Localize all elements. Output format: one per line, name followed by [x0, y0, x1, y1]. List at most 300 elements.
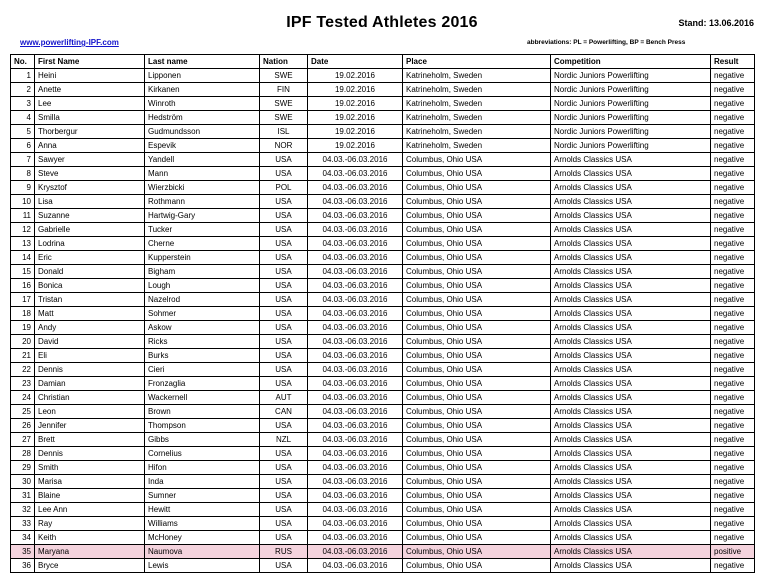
cell-first-name: Christian	[35, 391, 145, 405]
cell-result: negative	[711, 279, 755, 293]
table-row	[11, 447, 755, 461]
table-row	[11, 349, 755, 363]
cell-nation: ISL	[260, 125, 308, 139]
cell-first-name: Keith	[35, 531, 145, 545]
cell-no: 4	[11, 111, 35, 125]
cell-nation: CAN	[260, 405, 308, 419]
cell-nation: USA	[260, 419, 308, 433]
table-row	[11, 209, 755, 223]
table-row	[11, 559, 755, 573]
cell-last-name: Yandell	[145, 153, 260, 167]
cell-date: 04.03.-06.03.2016	[308, 265, 403, 279]
cell-first-name: Jennifer	[35, 419, 145, 433]
cell-nation: USA	[260, 461, 308, 475]
cell-nation: NZL	[260, 433, 308, 447]
cell-no: 11	[11, 209, 35, 223]
table-row	[11, 237, 755, 251]
cell-date: 04.03.-06.03.2016	[308, 293, 403, 307]
cell-result: negative	[711, 391, 755, 405]
cell-no: 25	[11, 405, 35, 419]
cell-date: 04.03.-06.03.2016	[308, 559, 403, 573]
table-row	[11, 307, 755, 321]
cell-result: negative	[711, 251, 755, 265]
cell-no: 28	[11, 447, 35, 461]
cell-place: Columbus, Ohio USA	[403, 475, 551, 489]
cell-date: 04.03.-06.03.2016	[308, 321, 403, 335]
cell-place: Columbus, Ohio USA	[403, 307, 551, 321]
cell-competition: Nordic Juniors Powerlifting	[551, 139, 711, 153]
cell-date: 04.03.-06.03.2016	[308, 153, 403, 167]
cell-nation: USA	[260, 223, 308, 237]
cell-place: Columbus, Ohio USA	[403, 223, 551, 237]
table-row	[11, 111, 755, 125]
cell-place: Katrineholm, Sweden	[403, 111, 551, 125]
cell-nation: USA	[260, 447, 308, 461]
cell-date: 19.02.2016	[308, 97, 403, 111]
table-row	[11, 321, 755, 335]
cell-nation: USA	[260, 349, 308, 363]
cell-place: Katrineholm, Sweden	[403, 69, 551, 83]
cell-place: Columbus, Ohio USA	[403, 153, 551, 167]
athletes-table	[10, 54, 755, 573]
cell-date: 04.03.-06.03.2016	[308, 223, 403, 237]
cell-place: Columbus, Ohio USA	[403, 167, 551, 181]
cell-no: 3	[11, 97, 35, 111]
cell-place: Columbus, Ohio USA	[403, 321, 551, 335]
table-header-row	[11, 55, 755, 69]
table-row	[11, 335, 755, 349]
cell-place: Columbus, Ohio USA	[403, 181, 551, 195]
cell-competition: Nordic Juniors Powerlifting	[551, 83, 711, 97]
cell-last-name: Sohmer	[145, 307, 260, 321]
cell-date: 04.03.-06.03.2016	[308, 251, 403, 265]
table-row	[11, 489, 755, 503]
cell-last-name: Wierzbicki	[145, 181, 260, 195]
table-row	[11, 251, 755, 265]
cell-last-name: Brown	[145, 405, 260, 419]
cell-nation: USA	[260, 321, 308, 335]
cell-last-name: Bigham	[145, 265, 260, 279]
cell-nation: USA	[260, 531, 308, 545]
cell-last-name: Gudmundsson	[145, 125, 260, 139]
cell-competition: Arnolds Classics USA	[551, 349, 711, 363]
cell-place: Columbus, Ohio USA	[403, 279, 551, 293]
column-header-first-name: First Name	[35, 55, 145, 69]
table-row	[11, 153, 755, 167]
cell-first-name: Leon	[35, 405, 145, 419]
table-row	[11, 125, 755, 139]
cell-nation: SWE	[260, 111, 308, 125]
cell-date: 04.03.-06.03.2016	[308, 517, 403, 531]
cell-date: 04.03.-06.03.2016	[308, 349, 403, 363]
cell-first-name: Anette	[35, 83, 145, 97]
cell-nation: RUS	[260, 545, 308, 559]
table-row	[11, 293, 755, 307]
cell-nation: USA	[260, 265, 308, 279]
cell-result: negative	[711, 181, 755, 195]
cell-nation: USA	[260, 167, 308, 181]
cell-date: 04.03.-06.03.2016	[308, 475, 403, 489]
cell-competition: Arnolds Classics USA	[551, 335, 711, 349]
cell-date: 19.02.2016	[308, 69, 403, 83]
cell-result: negative	[711, 531, 755, 545]
cell-last-name: Mann	[145, 167, 260, 181]
table-row	[11, 503, 755, 517]
table-row	[11, 433, 755, 447]
cell-nation: USA	[260, 335, 308, 349]
cell-first-name: Brett	[35, 433, 145, 447]
cell-result: negative	[711, 265, 755, 279]
cell-last-name: Cherne	[145, 237, 260, 251]
cell-result: negative	[711, 167, 755, 181]
abbreviations-note: abbreviations: PL = Powerlifting, BP = Bench Press	[527, 39, 686, 46]
table-row	[11, 83, 755, 97]
cell-result: negative	[711, 461, 755, 475]
cell-place: Columbus, Ohio USA	[403, 503, 551, 517]
cell-first-name: Lodrina	[35, 237, 145, 251]
cell-competition: Arnolds Classics USA	[551, 153, 711, 167]
cell-place: Columbus, Ohio USA	[403, 517, 551, 531]
cell-result: negative	[711, 335, 755, 349]
cell-place: Columbus, Ohio USA	[403, 349, 551, 363]
cell-competition: Arnolds Classics USA	[551, 489, 711, 503]
cell-date: 04.03.-06.03.2016	[308, 237, 403, 251]
table-row	[11, 419, 755, 433]
cell-nation: AUT	[260, 391, 308, 405]
cell-competition: Arnolds Classics USA	[551, 279, 711, 293]
cell-competition: Arnolds Classics USA	[551, 223, 711, 237]
cell-last-name: Kupperstein	[145, 251, 260, 265]
cell-place: Columbus, Ohio USA	[403, 559, 551, 573]
cell-last-name: Cieri	[145, 363, 260, 377]
cell-competition: Arnolds Classics USA	[551, 503, 711, 517]
cell-competition: Arnolds Classics USA	[551, 405, 711, 419]
cell-last-name: Lipponen	[145, 69, 260, 83]
cell-last-name: Winroth	[145, 97, 260, 111]
table-row	[11, 377, 755, 391]
cell-date: 04.03.-06.03.2016	[308, 531, 403, 545]
column-header-date: Date	[308, 55, 403, 69]
table-row	[11, 279, 755, 293]
cell-no: 9	[11, 181, 35, 195]
cell-date: 04.03.-06.03.2016	[308, 363, 403, 377]
cell-no: 34	[11, 531, 35, 545]
cell-result: negative	[711, 321, 755, 335]
cell-no: 13	[11, 237, 35, 251]
cell-result: negative	[711, 517, 755, 531]
cell-competition: Arnolds Classics USA	[551, 181, 711, 195]
cell-competition: Arnolds Classics USA	[551, 209, 711, 223]
cell-date: 04.03.-06.03.2016	[308, 391, 403, 405]
cell-place: Columbus, Ohio USA	[403, 419, 551, 433]
cell-date: 04.03.-06.03.2016	[308, 209, 403, 223]
cell-place: Columbus, Ohio USA	[403, 489, 551, 503]
cell-nation: USA	[260, 363, 308, 377]
cell-date: 19.02.2016	[308, 139, 403, 153]
cell-result: negative	[711, 503, 755, 517]
cell-nation: USA	[260, 489, 308, 503]
cell-result: negative	[711, 405, 755, 419]
cell-first-name: Eli	[35, 349, 145, 363]
cell-first-name: Donald	[35, 265, 145, 279]
cell-no: 6	[11, 139, 35, 153]
cell-date: 19.02.2016	[308, 83, 403, 97]
cell-last-name: Cornelius	[145, 447, 260, 461]
cell-competition: Arnolds Classics USA	[551, 447, 711, 461]
cell-competition: Nordic Juniors Powerlifting	[551, 125, 711, 139]
cell-no: 21	[11, 349, 35, 363]
cell-first-name: Tristan	[35, 293, 145, 307]
cell-last-name: Nazelrod	[145, 293, 260, 307]
cell-last-name: Wackernell	[145, 391, 260, 405]
cell-no: 8	[11, 167, 35, 181]
cell-last-name: Burks	[145, 349, 260, 363]
stand-date: Stand: 13.06.2016	[678, 18, 754, 28]
column-header-competition: Competition	[551, 55, 711, 69]
cell-date: 04.03.-06.03.2016	[308, 545, 403, 559]
cell-place: Columbus, Ohio USA	[403, 531, 551, 545]
cell-competition: Arnolds Classics USA	[551, 559, 711, 573]
cell-nation: POL	[260, 181, 308, 195]
cell-no: 26	[11, 419, 35, 433]
cell-first-name: Bryce	[35, 559, 145, 573]
cell-last-name: Fronzaglia	[145, 377, 260, 391]
page-title: IPF Tested Athletes 2016	[286, 14, 478, 31]
cell-competition: Arnolds Classics USA	[551, 195, 711, 209]
cell-nation: USA	[260, 237, 308, 251]
cell-place: Columbus, Ohio USA	[403, 461, 551, 475]
cell-result: negative	[711, 153, 755, 167]
cell-result: negative	[711, 195, 755, 209]
cell-place: Columbus, Ohio USA	[403, 377, 551, 391]
cell-first-name: Lisa	[35, 195, 145, 209]
cell-first-name: David	[35, 335, 145, 349]
cell-no: 24	[11, 391, 35, 405]
cell-competition: Arnolds Classics USA	[551, 517, 711, 531]
table-row	[11, 391, 755, 405]
cell-result: negative	[711, 447, 755, 461]
cell-place: Katrineholm, Sweden	[403, 139, 551, 153]
cell-first-name: Sawyer	[35, 153, 145, 167]
cell-place: Columbus, Ohio USA	[403, 195, 551, 209]
cell-nation: SWE	[260, 69, 308, 83]
cell-nation: SWE	[260, 97, 308, 111]
cell-competition: Nordic Juniors Powerlifting	[551, 69, 711, 83]
cell-no: 1	[11, 69, 35, 83]
cell-last-name: Ricks	[145, 335, 260, 349]
cell-no: 2	[11, 83, 35, 97]
cell-competition: Arnolds Classics USA	[551, 433, 711, 447]
cell-last-name: Hifon	[145, 461, 260, 475]
cell-no: 30	[11, 475, 35, 489]
cell-place: Katrineholm, Sweden	[403, 125, 551, 139]
cell-first-name: Bonica	[35, 279, 145, 293]
cell-date: 04.03.-06.03.2016	[308, 433, 403, 447]
cell-no: 36	[11, 559, 35, 573]
cell-place: Katrineholm, Sweden	[403, 97, 551, 111]
cell-no: 15	[11, 265, 35, 279]
cell-first-name: Lee	[35, 97, 145, 111]
cell-date: 04.03.-06.03.2016	[308, 461, 403, 475]
cell-nation: NOR	[260, 139, 308, 153]
cell-last-name: Sumner	[145, 489, 260, 503]
cell-place: Columbus, Ohio USA	[403, 265, 551, 279]
cell-nation: USA	[260, 475, 308, 489]
cell-first-name: Eric	[35, 251, 145, 265]
cell-no: 35	[11, 545, 35, 559]
cell-nation: USA	[260, 279, 308, 293]
cell-result: negative	[711, 349, 755, 363]
cell-date: 04.03.-06.03.2016	[308, 195, 403, 209]
cell-no: 18	[11, 307, 35, 321]
cell-no: 29	[11, 461, 35, 475]
cell-place: Columbus, Ohio USA	[403, 363, 551, 377]
cell-result: negative	[711, 433, 755, 447]
cell-place: Columbus, Ohio USA	[403, 545, 551, 559]
cell-result: negative	[711, 559, 755, 573]
cell-first-name: Anna	[35, 139, 145, 153]
website-link[interactable]: www.powerlifting-IPF.com	[20, 38, 119, 47]
column-header-last-name: Last name	[145, 55, 260, 69]
cell-first-name: Smith	[35, 461, 145, 475]
cell-last-name: Hartwig-Gary	[145, 209, 260, 223]
column-header-nation: Nation	[260, 55, 308, 69]
cell-no: 27	[11, 433, 35, 447]
cell-no: 17	[11, 293, 35, 307]
cell-place: Columbus, Ohio USA	[403, 405, 551, 419]
cell-no: 31	[11, 489, 35, 503]
cell-result: negative	[711, 97, 755, 111]
cell-result: negative	[711, 237, 755, 251]
cell-competition: Arnolds Classics USA	[551, 475, 711, 489]
cell-result: negative	[711, 363, 755, 377]
cell-no: 19	[11, 321, 35, 335]
cell-competition: Arnolds Classics USA	[551, 293, 711, 307]
cell-nation: USA	[260, 293, 308, 307]
cell-first-name: Suzanne	[35, 209, 145, 223]
cell-date: 04.03.-06.03.2016	[308, 489, 403, 503]
cell-result: negative	[711, 83, 755, 97]
cell-place: Columbus, Ohio USA	[403, 209, 551, 223]
cell-place: Columbus, Ohio USA	[403, 293, 551, 307]
cell-place: Columbus, Ohio USA	[403, 447, 551, 461]
cell-nation: USA	[260, 517, 308, 531]
table-row	[11, 405, 755, 419]
cell-first-name: Matt	[35, 307, 145, 321]
table-row	[11, 139, 755, 153]
cell-no: 23	[11, 377, 35, 391]
cell-last-name: Rothmann	[145, 195, 260, 209]
cell-date: 04.03.-06.03.2016	[308, 405, 403, 419]
cell-no: 12	[11, 223, 35, 237]
document-subheader	[0, 38, 764, 52]
table-row	[11, 69, 755, 83]
table-row	[11, 531, 755, 545]
cell-competition: Arnolds Classics USA	[551, 391, 711, 405]
cell-last-name: Espevik	[145, 139, 260, 153]
cell-last-name: Kirkanen	[145, 83, 260, 97]
table-row	[11, 363, 755, 377]
cell-place: Columbus, Ohio USA	[403, 237, 551, 251]
cell-date: 04.03.-06.03.2016	[308, 419, 403, 433]
cell-last-name: Askow	[145, 321, 260, 335]
document-header	[0, 0, 764, 38]
cell-result: negative	[711, 139, 755, 153]
column-header-place: Place	[403, 55, 551, 69]
cell-nation: FIN	[260, 83, 308, 97]
cell-nation: USA	[260, 153, 308, 167]
cell-date: 04.03.-06.03.2016	[308, 307, 403, 321]
cell-no: 5	[11, 125, 35, 139]
cell-nation: USA	[260, 195, 308, 209]
cell-competition: Arnolds Classics USA	[551, 265, 711, 279]
cell-last-name: Tucker	[145, 223, 260, 237]
cell-first-name: Thorbergur	[35, 125, 145, 139]
table-row	[11, 545, 755, 559]
cell-first-name: Blaine	[35, 489, 145, 503]
cell-date: 04.03.-06.03.2016	[308, 167, 403, 181]
cell-nation: USA	[260, 559, 308, 573]
cell-nation: USA	[260, 209, 308, 223]
cell-last-name: Thompson	[145, 419, 260, 433]
cell-first-name: Heini	[35, 69, 145, 83]
table-row	[11, 195, 755, 209]
cell-first-name: Marisa	[35, 475, 145, 489]
cell-competition: Nordic Juniors Powerlifting	[551, 97, 711, 111]
cell-last-name: Gibbs	[145, 433, 260, 447]
cell-place: Columbus, Ohio USA	[403, 391, 551, 405]
cell-competition: Arnolds Classics USA	[551, 461, 711, 475]
column-header-result: Result	[711, 55, 755, 69]
cell-nation: USA	[260, 251, 308, 265]
cell-last-name: Naumova	[145, 545, 260, 559]
cell-date: 04.03.-06.03.2016	[308, 377, 403, 391]
cell-first-name: Andy	[35, 321, 145, 335]
cell-no: 7	[11, 153, 35, 167]
cell-result: negative	[711, 489, 755, 503]
cell-date: 04.03.-06.03.2016	[308, 181, 403, 195]
cell-result: negative	[711, 111, 755, 125]
cell-date: 19.02.2016	[308, 111, 403, 125]
cell-last-name: Lewis	[145, 559, 260, 573]
cell-last-name: Lough	[145, 279, 260, 293]
cell-result: negative	[711, 125, 755, 139]
cell-no: 32	[11, 503, 35, 517]
cell-first-name: Krysztof	[35, 181, 145, 195]
cell-place: Columbus, Ohio USA	[403, 251, 551, 265]
cell-place: Columbus, Ohio USA	[403, 335, 551, 349]
table-row	[11, 461, 755, 475]
cell-last-name: Inda	[145, 475, 260, 489]
cell-no: 16	[11, 279, 35, 293]
cell-first-name: Maryana	[35, 545, 145, 559]
cell-date: 04.03.-06.03.2016	[308, 335, 403, 349]
cell-result: negative	[711, 209, 755, 223]
cell-no: 22	[11, 363, 35, 377]
cell-first-name: Gabrielle	[35, 223, 145, 237]
table-row	[11, 475, 755, 489]
cell-competition: Arnolds Classics USA	[551, 307, 711, 321]
cell-competition: Arnolds Classics USA	[551, 419, 711, 433]
cell-place: Columbus, Ohio USA	[403, 433, 551, 447]
cell-no: 10	[11, 195, 35, 209]
cell-result: negative	[711, 419, 755, 433]
table-row	[11, 223, 755, 237]
cell-result: negative	[711, 377, 755, 391]
cell-no: 33	[11, 517, 35, 531]
cell-no: 14	[11, 251, 35, 265]
cell-place: Katrineholm, Sweden	[403, 83, 551, 97]
